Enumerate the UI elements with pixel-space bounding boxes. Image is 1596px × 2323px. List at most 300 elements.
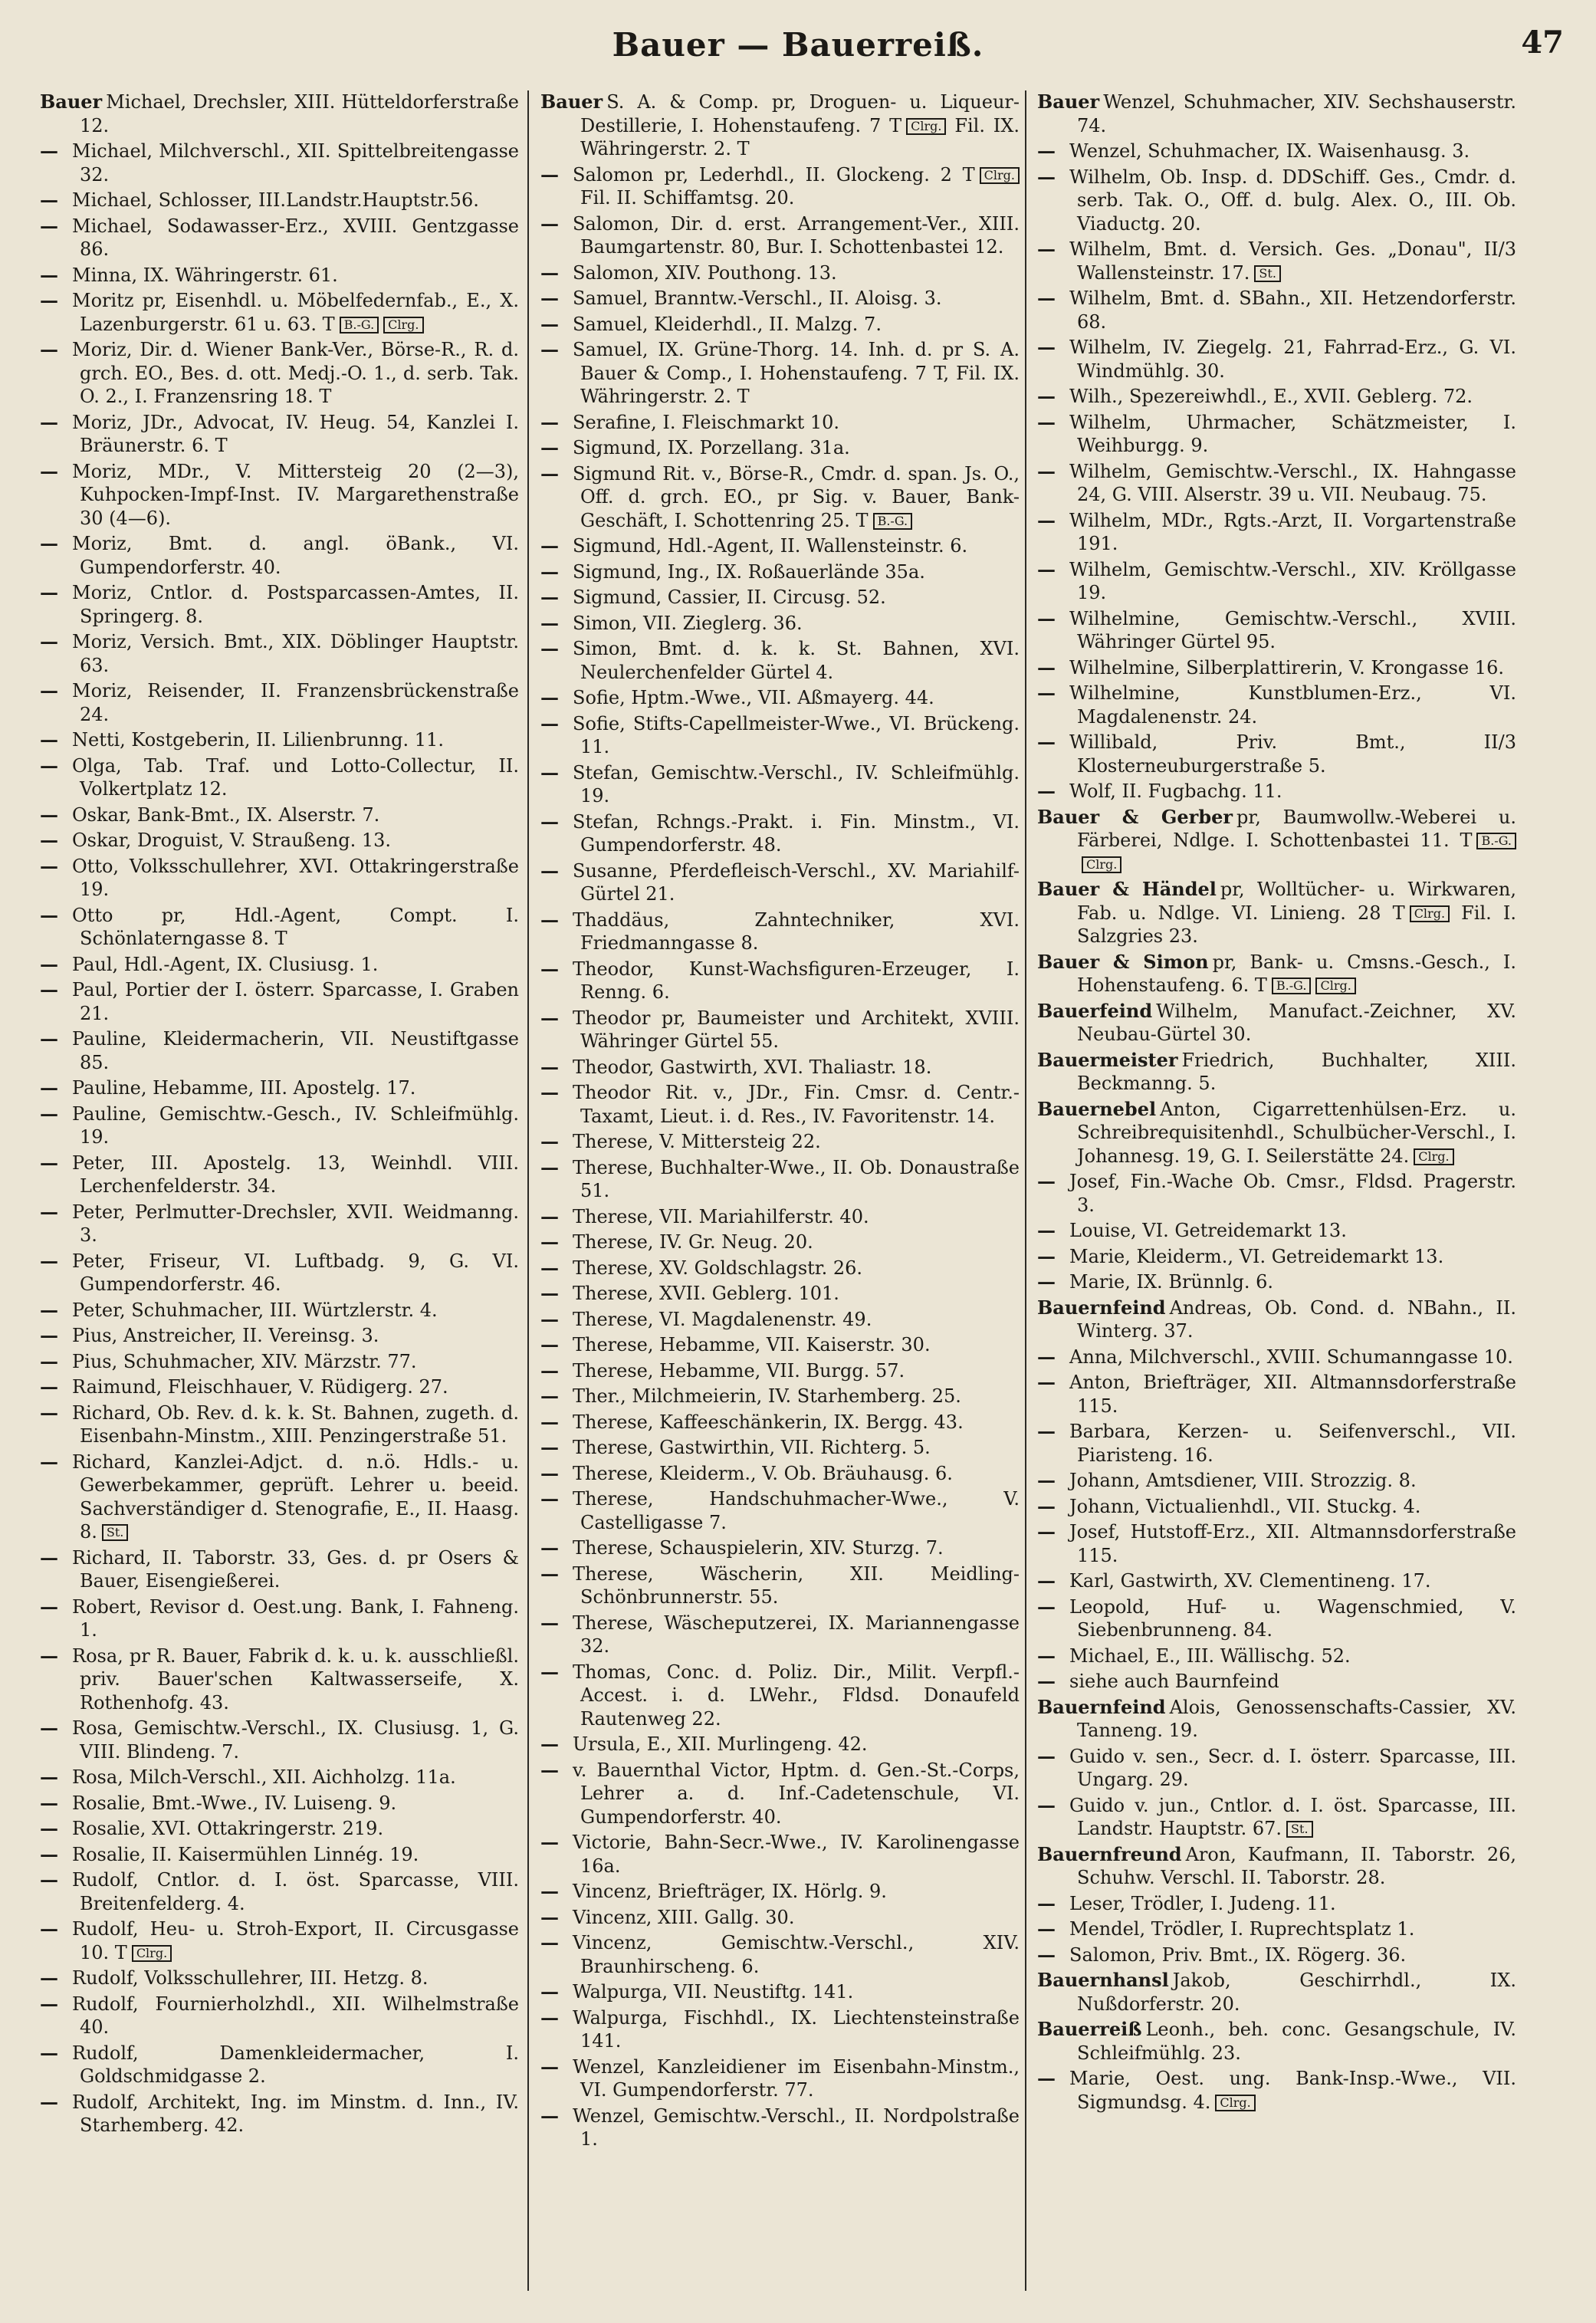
ditto-dash: —: [1037, 1270, 1056, 1293]
ditto-dash: —: [40, 459, 58, 482]
directory-entry: [40, 1076, 519, 1100]
directory-entry: [1037, 558, 1516, 605]
directory-entry: [540, 313, 1020, 337]
entry-text: Willibald, Priv. Bmt., II/3 Klosterneuburgerstraße 5.: [1069, 731, 1516, 777]
directory-entry: [1037, 2067, 1516, 2114]
directory-entry: [540, 261, 1020, 285]
directory-entry: [40, 1868, 519, 1915]
ditto-dash: —: [40, 952, 58, 975]
ditto-dash: —: [1037, 1943, 1056, 1966]
entry-text: Therese, XV. Goldschlagstr. 26.: [573, 1257, 863, 1279]
entry-surname: Bauernebel: [1037, 1097, 1157, 1120]
entry-text: Rudolf, Fournierholzhdl., XII. Wilhelmstraße 40.: [72, 1993, 519, 2038]
entry-text: Aron, Kaufmann, II. Taborstr. 26, Schuhw. Verschl. II. Taborstr. 28.: [1077, 1843, 1516, 1888]
directory-entry: [540, 1759, 1020, 1829]
directory-entry: [540, 1308, 1020, 1332]
ditto-dash: —: [540, 1006, 559, 1029]
entry-text: Marie, IX. Brünnlg. 6.: [1069, 1271, 1273, 1293]
ditto-dash: —: [1037, 606, 1056, 629]
entry-text: Ursula, E., XII. Murlingeng. 42.: [573, 1733, 868, 1755]
directory-entry: [1037, 656, 1516, 680]
entry-text: Michael, E., III. Wällischg. 52.: [1069, 1644, 1351, 1667]
ditto-dash: —: [40, 978, 58, 1001]
ditto-dash: —: [40, 1102, 58, 1125]
ditto-dash: —: [1037, 385, 1056, 407]
directory-entry: [40, 855, 519, 902]
directory-entry: [540, 1931, 1020, 1978]
directory-entry: [1037, 411, 1516, 458]
entry-text: Theodor Rit. v., JDr., Fin. Cmsr. d. Centr.-Taxamt, Lieut. i. d. Res., IV. Favoritenstr. 14.: [573, 1082, 1020, 1127]
ditto-dash: —: [540, 1359, 559, 1382]
directory-entry: [540, 1333, 1020, 1357]
directory-entry: [40, 1967, 519, 1990]
ditto-dash: —: [1037, 557, 1056, 580]
entry-surname: Bauerfeind: [1037, 999, 1153, 1022]
ditto-dash: —: [1037, 656, 1056, 678]
directory-entry: [40, 953, 519, 977]
ditto-dash: —: [1037, 1891, 1056, 1914]
directory-entry: [1037, 1049, 1516, 1096]
directory-entry: [40, 1917, 519, 1964]
entry-text: Rudolf, Cntlor. d. I. öst. Sparcasse, VIII. Breitenfelderg. 4.: [72, 1869, 519, 1914]
entry-text: Pauline, Kleidermacherin, VII. Neustiftgasse 85.: [72, 1028, 519, 1073]
ditto-dash: —: [1037, 780, 1056, 802]
directory-entry: [540, 1205, 1020, 1229]
directory-entry: [540, 287, 1020, 310]
directory-entry: [1037, 1696, 1516, 1743]
ditto-dash: —: [40, 1076, 58, 1099]
entry-text: Sigmund, Ing., IX. Roßauerlände 35a.: [573, 560, 925, 583]
ditto-dash: —: [1037, 1469, 1056, 1491]
directory-entry: [40, 1644, 519, 1715]
entry-text: Ther., Milchmeierin, IV. Starhemberg. 25.: [573, 1385, 961, 1407]
directory-entry: [1037, 1270, 1516, 1294]
ditto-dash: —: [540, 711, 559, 734]
entry-text: Therese, Gastwirthin, VII. Richterg. 5.: [573, 1437, 931, 1458]
entry-text: Therese, XVII. Geblerg. 101.: [573, 1283, 839, 1304]
directory-entry: [1037, 607, 1516, 654]
entry-text: Rosa, Milch-Verschl., XII. Aichholzg. 11a.: [72, 1766, 456, 1788]
directory-entry: [40, 1299, 519, 1322]
entry-text: Andreas, Ob. Cond. d. NBahn., II. Winterg. 37.: [1077, 1296, 1516, 1342]
registry-badge: Clrg.: [980, 167, 1020, 184]
entry-text: Salomon, Priv. Bmt., IX. Rögerg. 36.: [1069, 1944, 1407, 1966]
directory-entry: [40, 460, 519, 531]
page-header: [0, 23, 1596, 77]
directory-entry: [40, 1201, 519, 1247]
entry-text: siehe auch Baurnfeind: [1069, 1671, 1279, 1692]
directory-entry: [40, 754, 519, 801]
ditto-dash: —: [540, 410, 559, 433]
entry-text: Friedrich, Buchhalter, XIII. Beckmanng. 5.: [1077, 1049, 1516, 1094]
entry-text: Sigmund, IX. Porzellang. 31a.: [573, 437, 850, 458]
entry-text: Theodor, Kunst-Wachsfiguren-Erzeuger, I. Renng. 6.: [573, 958, 1020, 1003]
directory-entry: [540, 1385, 1020, 1408]
directory-entry: [1037, 460, 1516, 507]
directory-entry: [540, 859, 1020, 906]
directory-entry: [40, 2091, 519, 2137]
ditto-dash: —: [1037, 459, 1056, 482]
entry-text: Johann, Amtsdiener, VIII. Strozzig. 8.: [1069, 1470, 1417, 1491]
entry-text: Therese, IV. Gr. Neug. 20.: [573, 1231, 813, 1253]
directory-entry: [40, 532, 519, 579]
directory-entry: [1037, 1794, 1516, 1841]
entry-text: Moriz, Bmt. d. angl. öBank., VI. Gumpendorferstr. 40.: [72, 533, 519, 578]
ditto-dash: —: [40, 1595, 58, 1618]
entry-text: Barbara, Kerzen- u. Seifenverschl., VII. Piaristeng. 16.: [1069, 1421, 1516, 1466]
ditto-dash: —: [40, 728, 58, 751]
entry-text: Louise, VI. Getreidemarkt 13.: [1069, 1220, 1347, 1241]
directory-entry: [540, 338, 1020, 409]
ditto-dash: —: [40, 1401, 58, 1424]
ditto-dash: —: [40, 1766, 58, 1788]
directory-entry: [540, 1661, 1020, 1731]
entry-text: Therese, VII. Mariahilferstr. 40.: [573, 1205, 869, 1227]
directory-entry: [40, 728, 519, 752]
ditto-dash: —: [1037, 1520, 1056, 1543]
ditto-dash: —: [40, 2090, 58, 2113]
entry-text: pr, Wolltücher- u. Wirkwaren, Fab. u. Ndlge. VI. Linieng. 28 T: [1077, 879, 1516, 924]
entry-text: Wilhelm, Manufact.-Zeichner, XV. Neubau-Gürtel 30.: [1077, 1000, 1516, 1045]
directory-entry: [540, 1257, 1020, 1280]
entry-text: Mendel, Trödler, I. Ruprechtsplatz 1.: [1069, 1918, 1415, 1940]
registry-badge: Clrg.: [906, 118, 946, 135]
entry-text: pr, Baumwollw.-Weberei u. Färberei, Ndlge. I. Schottenbastei 11. T: [1077, 806, 1516, 851]
ditto-dash: —: [1037, 410, 1056, 433]
entry-text: Wolf, II. Fugbachg. 11.: [1069, 780, 1282, 802]
ditto-dash: —: [1037, 1595, 1056, 1618]
entry-text: Wilhelm, IV. Ziegelg. 21, Fahrrad-Erz., G. VI. Windmühlg. 30.: [1069, 337, 1516, 382]
ditto-dash: —: [1037, 1494, 1056, 1517]
entry-text: Therese, Wäscherin, XII. Meidling-Schönbrunnerstr. 55.: [573, 1562, 1020, 1608]
directory-entry: [40, 904, 519, 951]
ditto-dash: —: [1037, 1917, 1056, 1940]
directory-entry: [1037, 1969, 1516, 2016]
ditto-dash: —: [1037, 1371, 1056, 1393]
ditto-dash: —: [40, 1868, 58, 1891]
directory-entry: [540, 1282, 1020, 1306]
entry-text: Rosalie, II. Kaisermühlen Linnég. 19.: [72, 1843, 419, 1865]
entry-text: Salomon, XIV. Pouthong. 13.: [573, 261, 837, 284]
directory-entry: [1037, 287, 1516, 334]
entry-surname: Bauernfeind: [1037, 1296, 1166, 1319]
directory-entry: [40, 630, 519, 677]
entry-text: Rosa, pr R. Bauer, Fabrik d. k. u. k. ausschließl. priv. Bauer'schen Kaltwasserseife, X. Rothenhofg. 43.: [72, 1644, 519, 1714]
entry-text: Rudolf, Architekt, Ing. im Minstm. d. Inn., IV. Starhemberg. 42.: [72, 2091, 519, 2136]
directory-entry: [1037, 1644, 1516, 1668]
ditto-dash: —: [540, 1980, 559, 2003]
entry-text: Moriz, Cntlor. d. Postsparcassen-Amtes, II. Springerg. 8.: [72, 582, 519, 627]
directory-entry: [540, 2006, 1020, 2053]
directory-entry: [540, 1359, 1020, 1383]
directory-entry: [40, 1375, 519, 1399]
directory-entry: [1037, 1944, 1516, 1967]
directory-entry: [40, 411, 519, 458]
entry-text: Pauline, Gemischtw.-Gesch., IV. Schleifmühlg. 19.: [72, 1102, 519, 1148]
entry-text: Salomon pr, Lederhdl., II. Glockeng. 2 T: [573, 163, 975, 186]
ditto-dash: —: [40, 679, 58, 702]
directory-entry: [540, 1462, 1020, 1486]
entry-surname: Bauer & Simon: [1037, 950, 1209, 973]
directory-entry: [540, 1487, 1020, 1534]
entry-surname: Bauernhansl: [1037, 1969, 1169, 1991]
ditto-dash: —: [540, 436, 559, 458]
directory-entry: [40, 90, 519, 137]
ditto-dash: —: [540, 1487, 559, 1510]
directory-entry: [540, 1056, 1020, 1079]
entry-text: Peter, Schuhmacher, III. Würtzlerstr. 4.: [72, 1299, 438, 1321]
directory-entry: [540, 761, 1020, 808]
entry-text: Guido v. jun., Cntlor. d. I. öst. Sparcasse, III. Landstr. Hauptstr. 67.: [1069, 1794, 1516, 1839]
directory-entry: [1037, 780, 1516, 803]
entry-text: Robert, Revisor d. Oest.ung. Bank, I. Fahneng. 1.: [72, 1595, 519, 1641]
ditto-dash: —: [540, 1256, 559, 1279]
ditto-dash: —: [1037, 1420, 1056, 1442]
directory-entry: [540, 586, 1020, 610]
directory-entry: [40, 1595, 519, 1642]
entry-text: Wenzel, Gemischtw.-Verschl., II. Nordpolstraße 1.: [573, 2104, 1020, 2150]
ditto-dash: —: [40, 1324, 58, 1346]
entry-text: Richard, Kanzlei-Adjct. d. n.ö. Hdls.- u. Gewerbekammer, geprüft. Lehrer u. beeid. Sachverständiger d. Stenografie, E., II. Haasg. 8.: [72, 1451, 519, 1543]
directory-entry: [40, 2042, 519, 2088]
directory-entry: [40, 978, 519, 1025]
directory-entry: [540, 637, 1020, 684]
registry-badge: Clrg.: [1315, 978, 1355, 994]
ditto-dash: —: [1037, 1219, 1056, 1241]
directory-entry: [1037, 1371, 1516, 1418]
ditto-dash: —: [540, 761, 559, 784]
entry-text: Karl, Gastwirth, XV. Clementineng. 17.: [1069, 1570, 1431, 1592]
entry-text: Sofie, Stifts-Capellmeister-Wwe., VI. Brückeng. 11.: [573, 712, 1020, 757]
entry-text: Sigmund, Hdl.-Agent, II. Wallensteinstr. 6.: [573, 535, 968, 557]
ditto-dash: —: [540, 859, 559, 882]
ditto-dash: —: [1037, 238, 1056, 260]
entry-text: Paul, Hdl.-Agent, IX. Clusiusg. 1.: [72, 953, 379, 975]
ditto-dash: —: [40, 1298, 58, 1321]
ditto-dash: —: [540, 1333, 559, 1355]
directory-entry: [540, 1411, 1020, 1434]
entry-text: Michael, Milchverschl., XII. Spittelbreitengasse 32.: [72, 140, 519, 186]
ditto-dash: —: [1037, 508, 1056, 531]
ditto-dash: —: [40, 1151, 58, 1174]
entry-text: Guido v. sen., Secr. d. I. österr. Sparcasse, III. Ungarg. 29.: [1069, 1745, 1516, 1790]
ditto-dash: —: [540, 1410, 559, 1433]
directory-entry: [1037, 1346, 1516, 1369]
ditto-dash: —: [40, 803, 58, 826]
ditto-dash: —: [40, 1717, 58, 1739]
ditto-dash: —: [540, 1905, 559, 1928]
column-3: [1037, 90, 1516, 2298]
directory-entry: [1037, 90, 1516, 137]
entry-text: v. Bauernthal Victor, Hptm. d. Gen.-St.-Corps, Lehrer a. d. Inf.-Cadetenschule, VI. Gumpendorferstr. 40.: [573, 1759, 1020, 1828]
registry-badge: Clrg.: [1215, 2095, 1255, 2111]
entry-text: Therese, VI. Magdalenenstr. 49.: [573, 1308, 872, 1330]
ditto-dash: —: [40, 1200, 58, 1223]
entry-text: Wilhelm, Ob. Insp. d. DDSchiff. Ges., Cmdr. d. serb. Tak. O., Off. d. bulg. Alex. O., III. Ob. Viaductg. 20.: [1069, 166, 1516, 235]
ditto-dash: —: [40, 214, 58, 237]
directory-entry: [540, 1007, 1020, 1053]
ditto-dash: —: [540, 1931, 559, 1953]
ditto-dash: —: [540, 534, 559, 557]
entry-text: Rudolf, Damenkleidermacher, I. Goldschmidgasse 2.: [72, 2042, 519, 2087]
entry-text: Wilh., Spezereiwhdl., E., XVII. Geblerg. 72.: [1069, 386, 1473, 407]
directory-entry: [540, 560, 1020, 584]
directory-entry: [1037, 1569, 1516, 1593]
entry-text: Sigmund Rit. v., Börse-R., Cmdr. d. span. Js. O., Off. d. grch. EO., pr Sig. v. Bauer, Bank-Geschäft, I. Schottenring 25. T: [573, 462, 1020, 531]
ditto-dash: —: [40, 1992, 58, 2015]
entry-text: Therese, Buchhalter-Wwe., II. Ob. Donaustraße 51.: [573, 1156, 1020, 1201]
directory-entry: [40, 679, 519, 726]
entry-text: Anna, Milchverschl., XVIII. Schumanngasse 10.: [1069, 1346, 1513, 1368]
directory-entry: [40, 803, 519, 827]
ditto-dash: —: [1037, 165, 1056, 188]
entry-text: Thomas, Conc. d. Poliz. Dir., Milit. Verpfl.-Accest. i. d. LWehr., Fldsd. Donaufeld Rautenweg 22.: [573, 1661, 1020, 1730]
entry-text: Marie, Kleiderm., VI. Getreidemarkt 13.: [1069, 1245, 1444, 1267]
ditto-dash: —: [1037, 2067, 1056, 2089]
entry-surname: Bauer & Gerber: [1037, 805, 1233, 828]
entry-text: Michael, Sodawasser-Erz., XVIII. Gentzgasse 86.: [72, 215, 519, 260]
entry-text: Peter, III. Apostelg. 13, Weinhdl. VIII. Lerchenfelderstr. 34.: [72, 1152, 519, 1197]
entry-text: S. A. & Comp. pr, Droguen- u. Liqueur-Destillerie, I. Hohenstaufeng. 7 T: [580, 91, 1020, 136]
directory-entry: [1037, 1170, 1516, 1217]
directory-entry: [1037, 1670, 1516, 1694]
directory-entry: [540, 411, 1020, 435]
directory-entry: [1037, 951, 1516, 997]
entry-text: Michael, Schlosser, III.Landstr.Hauptstr.56.: [72, 189, 479, 211]
entry-text: Moriz, MDr., V. Mittersteig 20 (2—3), Kuhpocken-Impf-Inst. IV. Margarethenstraße 30 (4—6).: [72, 460, 519, 529]
column-2: [540, 90, 1020, 2298]
entry-branch-text: Fil. I. Salzgries 23.: [1077, 902, 1516, 947]
registry-badge: Clrg.: [383, 317, 423, 334]
entry-text: Leopold, Huf- u. Wagenschmied, V. Siebenbrunneng. 84.: [1069, 1595, 1516, 1641]
entry-text: Leonh., beh. conc. Gesangschule, IV. Schleifmühlg. 23.: [1077, 2019, 1516, 2064]
directory-entry: [1037, 1219, 1516, 1243]
entry-text: Leser, Trödler, I. Judeng. 11.: [1069, 1892, 1336, 1914]
entry-text: Rosalie, Bmt.-Wwe., IV. Luiseng. 9.: [72, 1792, 397, 1814]
entry-text: Oskar, Droguist, V. Straußeng. 13.: [72, 830, 392, 851]
ditto-dash: —: [540, 261, 559, 284]
ditto-dash: —: [40, 754, 58, 777]
entry-text: Sofie, Hptm.-Wwe., VII. Aßmayerg. 44.: [573, 687, 934, 708]
directory-entry: [1037, 1245, 1516, 1269]
ditto-dash: —: [540, 1130, 559, 1152]
ditto-dash: —: [540, 2006, 559, 2029]
entry-text: Therese, Schauspielerin, XIV. Sturzg. 7.: [573, 1537, 944, 1559]
entry-text: Wenzel, Schuhmacher, XIV. Sechshauserstr. 74.: [1077, 91, 1516, 136]
entry-text: Oskar, Bank-Bmt., IX. Alserstr. 7.: [72, 803, 380, 826]
directory-entry: [540, 612, 1020, 636]
directory-entry: [40, 189, 519, 212]
entry-text: Pius, Anstreicher, II. Vereinsg. 3.: [72, 1325, 379, 1346]
directory-entry: [540, 712, 1020, 759]
entry-text: Moriz, Reisender, II. Franzensbrückenstraße 24.: [72, 680, 519, 725]
directory-entry: [540, 909, 1020, 955]
ditto-dash: —: [40, 338, 58, 360]
directory-entry: [540, 1831, 1020, 1878]
entry-text: Rosa, Gemischtw.-Verschl., IX. Clusiusg. 1, G. VIII. Blindeng. 7.: [72, 1717, 519, 1763]
entry-text: Theodor pr, Baumeister und Architekt, XVIII. Währinger Gürtel 55.: [573, 1007, 1020, 1052]
directory-entry: [1037, 1892, 1516, 1916]
directory-entry: [1037, 1495, 1516, 1519]
entry-text: Minna, IX. Währingerstr. 61.: [72, 264, 338, 286]
directory-entry: [40, 1717, 519, 1763]
ditto-dash: —: [1037, 1244, 1056, 1267]
ditto-dash: —: [540, 1436, 559, 1458]
ditto-dash: —: [540, 1055, 559, 1078]
registry-badge: B.-G.: [1476, 833, 1516, 849]
directory-entry: [540, 1081, 1020, 1128]
ditto-dash: —: [1037, 1569, 1056, 1592]
entry-text: Josef, Fin.-Wache Ob. Cmsr., Fldsd. Pragerstr. 3.: [1069, 1171, 1516, 1216]
directory-entry: [40, 1324, 519, 1348]
directory-entry: [1037, 166, 1516, 236]
ditto-dash: —: [540, 686, 559, 708]
ditto-dash: —: [540, 560, 559, 583]
directory-entry: [40, 1350, 519, 1374]
ditto-dash: —: [1037, 336, 1056, 358]
ditto-dash: —: [40, 263, 58, 286]
ditto-dash: —: [540, 312, 559, 335]
directory-entry: [540, 90, 1020, 161]
ditto-dash: —: [1037, 1793, 1056, 1816]
ditto-dash: —: [540, 163, 559, 186]
entry-text: Wenzel, Schuhmacher, IX. Waisenhausg. 3.: [1069, 140, 1470, 162]
ditto-dash: —: [540, 1831, 559, 1853]
ditto-dash: —: [540, 1660, 559, 1683]
ditto-dash: —: [40, 532, 58, 554]
entry-text: Therese, V. Mittersteig 22.: [573, 1131, 821, 1152]
ditto-dash: —: [40, 2041, 58, 2064]
directory-entry: [1037, 385, 1516, 409]
registry-badge: Clrg.: [1410, 905, 1450, 922]
directory-entry: [540, 1156, 1020, 1203]
ditto-dash: —: [40, 1817, 58, 1839]
entry-text: Walpurga, VII. Neustiftg. 141.: [573, 1981, 854, 2003]
registry-badge: B.-G.: [340, 317, 379, 334]
directory-entry: [40, 1843, 519, 1867]
ditto-dash: —: [540, 586, 559, 608]
ditto-dash: —: [540, 212, 559, 235]
directory-entry: [540, 1562, 1020, 1609]
entry-text: Samuel, IX. Grüne-Thorg. 14. Inh. d. pr S. A. Bauer & Comp., I. Hohenstaufeng. 7 T, Fil. IX. Währingerstr. 2. T: [573, 339, 1020, 407]
directory-entry: [1037, 336, 1516, 383]
directory-entry: [40, 1102, 519, 1149]
running-title: Bauer — Bauerreiß.: [612, 26, 984, 64]
directory-entry: [40, 1766, 519, 1789]
ditto-dash: —: [540, 1385, 559, 1407]
directory-entry: [1037, 1296, 1516, 1343]
entry-surname: Bauerreiß: [1037, 2018, 1142, 2040]
entry-text: Wilhelm, MDr., Rgts.-Arzt, II. Vorgartenstraße 191.: [1069, 509, 1516, 554]
entry-surname: Bauernfreund: [1037, 1842, 1182, 1865]
entry-text: Anton, Cigarrettenhülsen-Erz. u. Schreibrequisitenhdl., Schulbücher-Verschl., I. Johannesg. 19, G. I. Seilerstätte 24.: [1077, 1098, 1516, 1167]
ditto-dash: —: [40, 410, 58, 433]
directory-entry: [40, 1546, 519, 1593]
entry-text: Walpurga, Fischhdl., IX. Liechtensteinstraße 141.: [573, 2006, 1020, 2052]
registry-badge: Clrg.: [1082, 856, 1121, 873]
ditto-dash: —: [1037, 731, 1056, 753]
entry-text: Rudolf, Volksschullehrer, III. Hetzg. 8.: [72, 1967, 429, 1989]
entry-text: pr, Bank- u. Cmsns.-Gesch., I. Hohenstaufeng. 6. T: [1077, 951, 1516, 996]
ditto-dash: —: [40, 189, 58, 211]
directory-entry: [540, 1436, 1020, 1460]
entry-text: Wilhelm, Gemischtw.-Verschl., XIV. Kröllgasse 19.: [1069, 558, 1516, 603]
entry-surname: Bauer: [40, 90, 103, 113]
directory-entry: [40, 338, 519, 409]
ditto-dash: —: [540, 1081, 559, 1103]
ditto-dash: —: [40, 1917, 58, 1940]
ditto-dash: —: [540, 2055, 559, 2078]
